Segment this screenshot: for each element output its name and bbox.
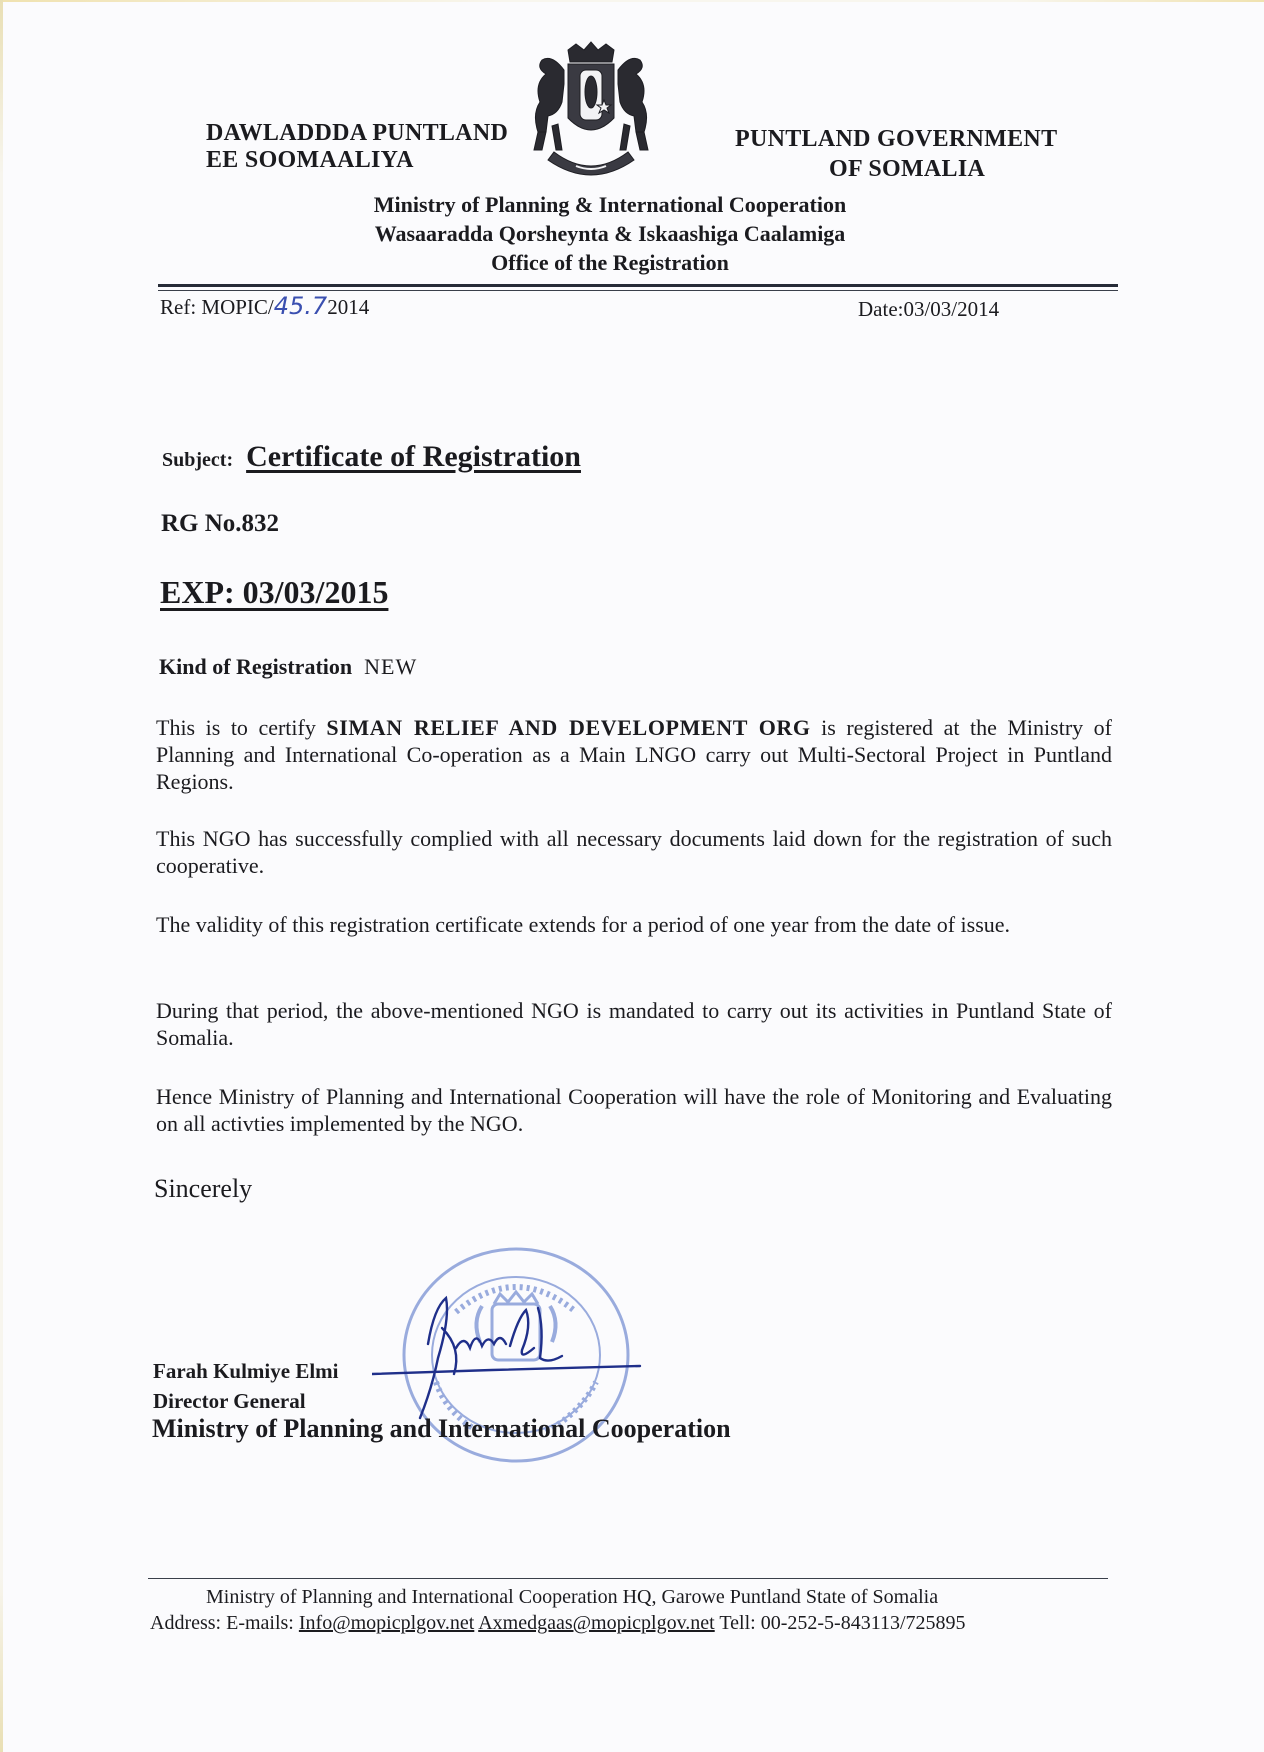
subject-line xyxy=(162,440,581,474)
header-left-line1: DAWLADDDA PUNTLAND xyxy=(206,120,509,146)
reference-handwritten: 45.7 xyxy=(273,292,328,320)
scan-edge xyxy=(0,0,1264,2)
paragraph-certify-prefix: This is to certify xyxy=(156,715,327,740)
paragraph-certify-rest: is registered at the Ministry of Planning and International Co-operation as a Main LNGO carry out Multi-Sectoral Project in Puntland Regions. xyxy=(156,715,1112,794)
organization-name: SIMAN RELIEF AND DEVELOPMENT ORG xyxy=(326,715,811,740)
header-somali-government xyxy=(206,120,508,174)
reference-suffix: 2014 xyxy=(327,295,370,319)
subject-label: Subject: xyxy=(162,449,234,471)
signature-icon xyxy=(372,1288,652,1428)
header-divider xyxy=(158,284,1118,287)
issue-date: Date:03/03/2014 xyxy=(858,297,1000,321)
footer-telephone: Tell: 00-252-5-843113/725895 xyxy=(714,1612,966,1634)
kind-label: Kind of Registration xyxy=(159,654,353,679)
paragraph-mandate: During that period, the above-mentioned NGO is mandated to carry out its activities in Puntland State of Somalia. xyxy=(156,998,1112,1050)
expiry-date: EXP: 03/03/2015 xyxy=(160,574,389,610)
footer-email-director[interactable]: Axmedgaas@mopicplgov.net xyxy=(478,1612,715,1634)
footer xyxy=(150,1584,1110,1636)
ministry-name-english: Ministry of Planning & International Cooperation xyxy=(373,192,847,217)
signatory-ministry: Ministry of Planning and International Cooperation xyxy=(152,1414,731,1443)
subject-title: Certificate of Registration xyxy=(246,440,581,473)
header-english-government xyxy=(735,124,1057,184)
registration-kind xyxy=(159,654,417,680)
header-right-line2: OF SOMALIA xyxy=(829,156,986,182)
paragraph-certify xyxy=(156,714,1112,795)
footer-divider xyxy=(148,1578,1108,1579)
paragraph-compliance: This NGO has successfully complied with all necessary documents laid down for the registration of such cooperative. xyxy=(156,826,1112,878)
signatory xyxy=(153,1356,339,1416)
reference-number xyxy=(160,292,369,320)
paragraph-monitoring: Hence Ministry of Planning and International Cooperation will have the role of Monitoring and Evaluating on all activties implemented by the NGO. xyxy=(156,1084,1112,1136)
footer-address-label: Address: E-mails: xyxy=(150,1612,299,1634)
header-divider xyxy=(158,290,1118,291)
paragraph-validity: The validity of this registration certificate extends for a period of one year from the date of issue. xyxy=(156,912,1011,937)
registration-number: RG No.832 xyxy=(161,510,280,537)
kind-value: NEW xyxy=(364,654,418,679)
scan-edge xyxy=(0,0,3,1752)
signatory-title: Director General xyxy=(153,1389,306,1413)
closing-sincerely: Sincerely xyxy=(154,1174,253,1203)
puntland-coat-of-arms-icon xyxy=(524,40,658,190)
reference-prefix: Ref: MOPIC/ xyxy=(160,295,274,319)
ministry-name-somali: Wasaaradda Qorsheynta & Iskaashiga Caalamiga xyxy=(374,221,846,246)
office-name: Office of the Registration xyxy=(491,250,729,275)
header-right-line1: PUNTLAND GOVERNMENT xyxy=(735,126,1058,152)
footer-headquarters: Ministry of Planning and International Cooperation HQ, Garowe Puntland State of Somalia xyxy=(206,1586,939,1608)
ministry-heading xyxy=(300,190,920,277)
footer-email-info[interactable]: Info@mopicplgov.net xyxy=(298,1612,475,1634)
signatory-name: Farah Kulmiye Elmi xyxy=(153,1359,339,1383)
header-left-line2: EE SOOMAALIYA xyxy=(206,147,414,173)
